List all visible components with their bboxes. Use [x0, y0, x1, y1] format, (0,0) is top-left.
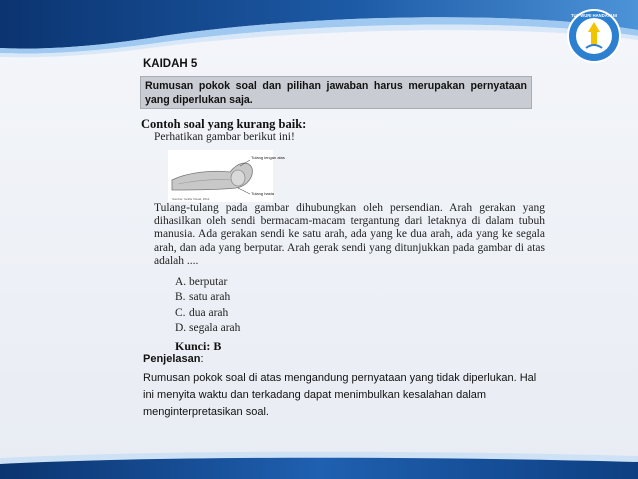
figure-label-upper-arm-bone: Tulang lengan atas — [251, 155, 285, 160]
footer-band — [0, 448, 638, 479]
figure-source: Sumber: Grafis Visual, 2012 — [172, 197, 210, 201]
rule-statement: Rumusan pokok soal dan pilihan jawaban harus merupakan pernyataan yang diperlukan saja. — [140, 76, 532, 109]
option-letter: B. — [175, 291, 186, 304]
option-text: satu arah — [189, 291, 231, 304]
header-band — [0, 0, 638, 60]
explanation-text: Rumusan pokok soal di atas mengandung pernyataan yang tidak diperlukan. Hal ini menyita waktu dan terkadang dapat menimbulkan kesalahan dalam menginterpretasikan soal. — [143, 372, 537, 418]
option-letter: A. — [175, 276, 187, 288]
svg-text:TUT WURI HANDAYANI: TUT WURI HANDAYANI — [571, 13, 617, 18]
rule-title: KAIDAH 5 — [143, 58, 198, 70]
explanation-label-colon: : — [200, 353, 204, 365]
option-letter: C. — [175, 306, 186, 319]
tut-wuri-handayani-logo — [566, 8, 622, 64]
option-text: dua arah — [189, 306, 229, 319]
explanation-label — [143, 353, 204, 365]
explanation-label-text: Penjelasan — [143, 353, 201, 365]
option-text: berputar — [189, 276, 228, 288]
option-letter: D. — [175, 321, 187, 334]
option-d — [175, 321, 240, 336]
option-a — [175, 275, 240, 290]
example-heading: Contoh soal yang kurang baik: — [141, 117, 307, 131]
figure-label-ulna: Tulang hasta — [251, 191, 274, 196]
answer-key: Kunci: B — [175, 339, 222, 353]
elbow-joint-figure — [168, 150, 285, 202]
question-text: Tulang-tulang pada gambar dihubungkan oleh persendian. Arah gerakan yang dihasilkan oleh sendi bermacam-macam tergantung dari letaknya di dalam tubuh manusia. Ada gerakan sendi ke satu arah, ada yang ke dua arah, ada yang ke segala arah, dan ada yang berputar. Arah gerak sendi yang ditunjukkan pada gambar di atas adalah .... — [154, 202, 545, 267]
option-c — [175, 306, 240, 321]
option-b — [175, 290, 240, 305]
option-text: segala arah — [189, 321, 241, 334]
answer-options — [175, 275, 240, 336]
question-instruction: Perhatikan gambar berikut ini! — [154, 131, 295, 143]
